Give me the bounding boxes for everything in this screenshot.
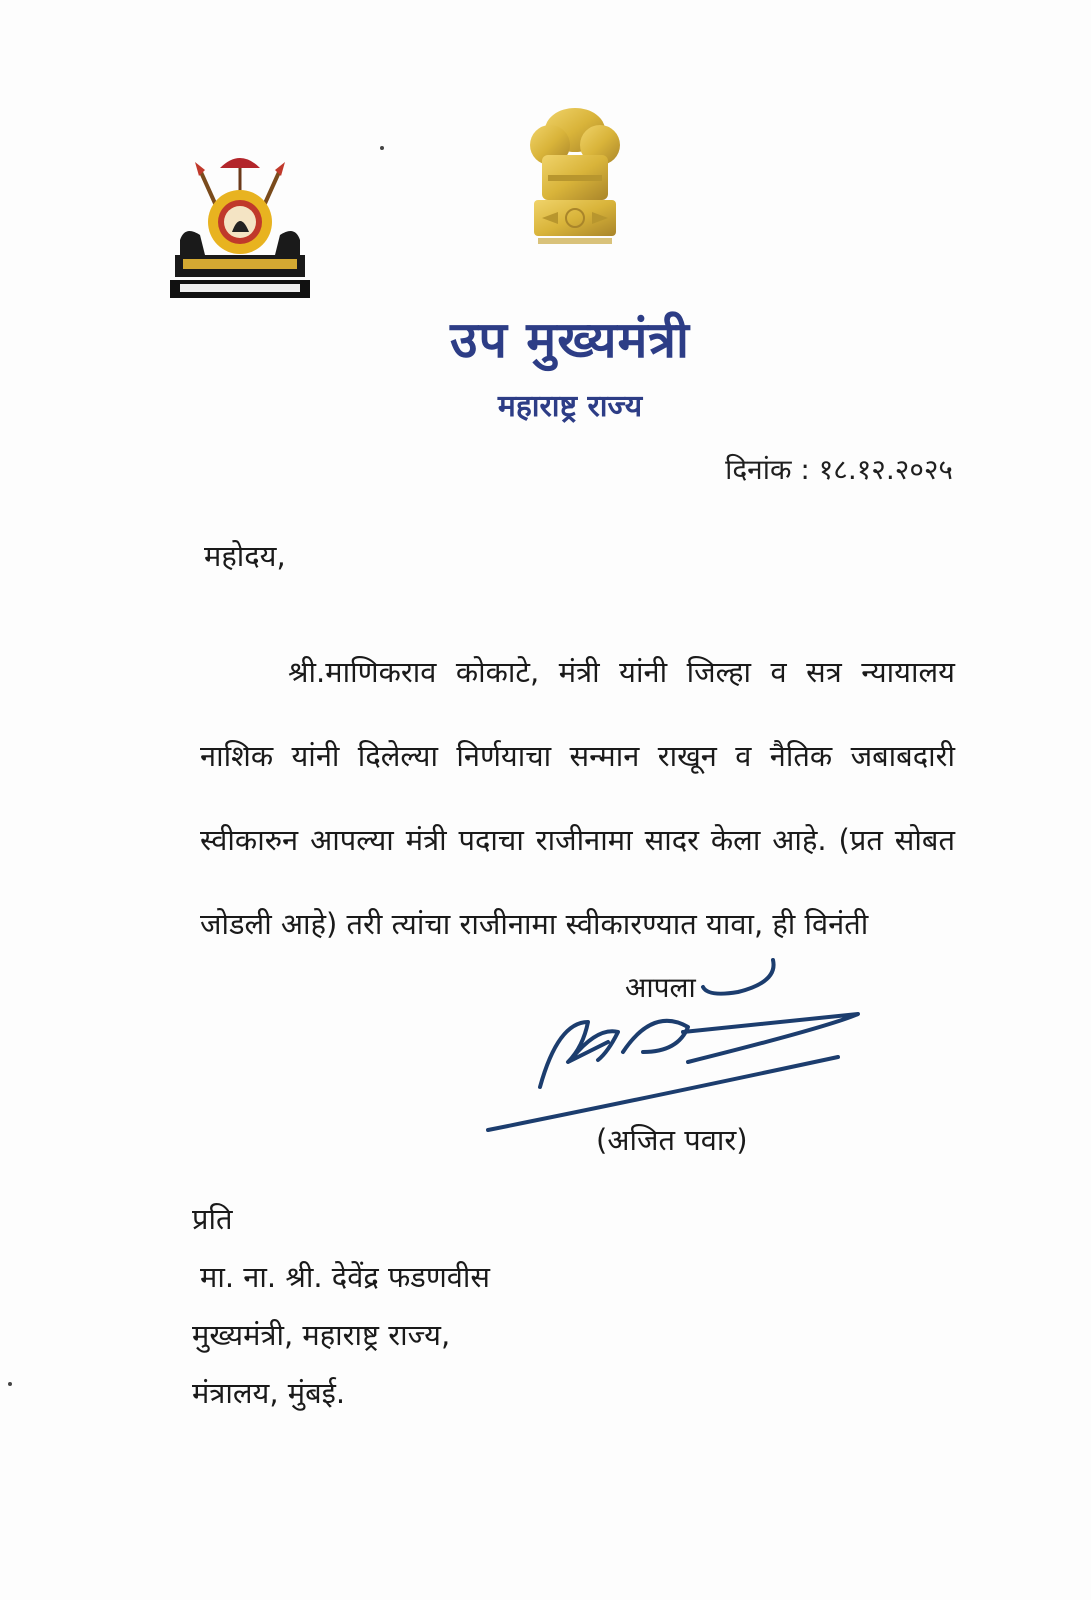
letter-date: दिनांक : १८.१२.२०२५ bbox=[725, 453, 953, 486]
maharashtra-state-emblem-icon bbox=[165, 140, 315, 305]
ashoka-lion-capital-icon bbox=[520, 100, 630, 260]
recipient-name: मा. ना. श्री. देवेंद्र फडणवीस bbox=[200, 1260, 491, 1294]
closing-text: आपला bbox=[625, 971, 696, 1004]
letter-body: श्री.माणिकराव कोकाटे, मंत्री यांनी जिल्हा व सत्र न्यायालय नाशिक यांनी दिलेल्या निर्णयाचा सन्मान राखून व नैतिक जबाबदारी स्वीकारुन आपल्या मंत्री पदाचा राजीनामा सादर केला आहे. (प्रत सोबत जोडली आहे) तरी त्यांचा राजीनामा स्वीकारण्यात यावा, ही विनंती bbox=[200, 655, 955, 941]
recipient-designation: मुख्यमंत्री, महाराष्ट्र राज्य, bbox=[192, 1318, 451, 1352]
office-subtitle: महाराष्ट्र राज्य bbox=[497, 389, 643, 424]
salutation: महोदय, bbox=[204, 539, 286, 573]
recipient-block bbox=[192, 1190, 490, 1422]
recipient-address: मंत्रालय, मुंबई. bbox=[192, 1376, 346, 1410]
office-title: उप मुख्यमंत्री bbox=[450, 311, 690, 369]
handwritten-signature-icon bbox=[478, 952, 868, 1142]
signer-name: (अजित पवार) bbox=[596, 1123, 748, 1157]
scan-speck bbox=[8, 1382, 12, 1386]
scan-speck bbox=[380, 146, 384, 150]
recipient-prefix: प्रति bbox=[192, 1202, 233, 1236]
